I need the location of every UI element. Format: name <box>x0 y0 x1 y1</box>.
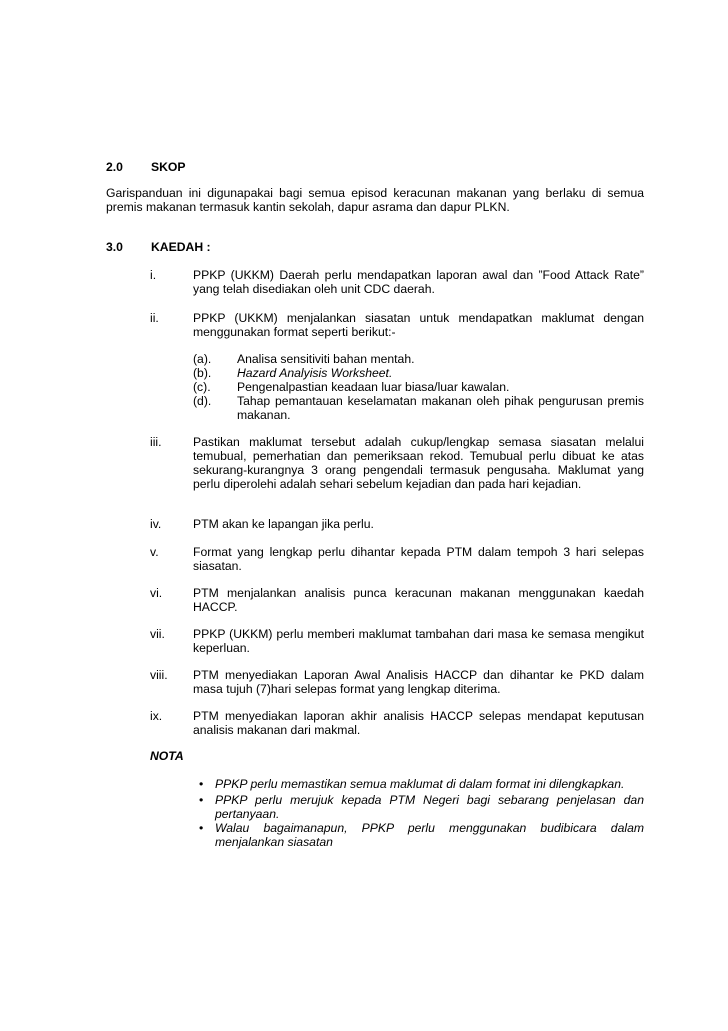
sub-item-text: Pengenalpastian keadaan luar biasa/luar kawalan. <box>237 380 510 394</box>
list-item <box>150 586 644 614</box>
sub-item-text: Hazard Analyisis Worksheet. <box>237 366 393 380</box>
item-text: PPKP (UKKM) perlu memberi maklumat tambahan dari masa ke semasa mengikut keperluan. <box>193 627 644 655</box>
sub-item <box>193 394 644 422</box>
section-title: SKOP <box>151 160 186 174</box>
section-2-paragraph: Garispanduan ini digunapakai bagi semua episod keracunan makanan yang berlaku di semua premis makanan termasuk kantin sekolah, dapur asrama dan dapur PLKN. <box>106 186 644 214</box>
list-item <box>150 545 644 573</box>
section-title: KAEDAH : <box>151 240 211 254</box>
list-item <box>150 435 644 491</box>
roman-numeral: v. <box>150 545 159 559</box>
nota-bullet-item <box>193 821 644 849</box>
list-item <box>150 668 644 696</box>
sub-item-letter: (b). <box>193 366 212 380</box>
item-text: PTM menjalankan analisis punca keracunan makanan menggunakan kaedah HACCP. <box>193 586 644 614</box>
roman-numeral: ix. <box>150 709 163 723</box>
item-text: PTM akan ke lapangan jika perlu. <box>193 517 374 531</box>
nota-bullet-item <box>193 777 644 791</box>
sub-item <box>193 352 644 366</box>
bullet-text: Walau bagaimanapun, PPKP perlu menggunakan budibicara dalam menjalankan siasatan <box>215 821 644 849</box>
sub-item-letter: (c). <box>193 380 211 394</box>
sub-item-text: Analisa sensitiviti bahan mentah. <box>237 352 415 366</box>
bullet-icon: • <box>199 793 204 807</box>
sub-item <box>193 366 644 380</box>
item-text: Pastikan maklumat tersebut adalah cukup/lengkap semasa siasatan melalui temubual, pemerhatian dan pemeriksaan rekod. Temubual perlu dibuat ke atas sekurang-kurangnya 3 orang pengendali termasuk pengusaha. Maklumat yang perlu diperolehi adalah sehari sebelum kejadian dan pada hari kejadian. <box>193 435 644 491</box>
nota-label: NOTA <box>150 749 184 763</box>
sub-item-text: Tahap pemantauan keselamatan makanan oleh pihak pengurusan premis makanan. <box>237 394 644 422</box>
roman-numeral: iii. <box>150 435 162 449</box>
item-text: PTM menyediakan Laporan Awal Analisis HACCP dan dihantar ke PKD dalam masa tujuh (7)hari selepas format yang lengkap diterima. <box>193 668 644 696</box>
roman-numeral: vii. <box>150 627 165 641</box>
nota-bullet-item <box>193 793 644 821</box>
section-3-heading <box>106 240 211 254</box>
list-item <box>150 517 644 531</box>
list-item <box>150 268 644 296</box>
roman-numeral: i. <box>150 268 157 282</box>
item-text: Format yang lengkap perlu dihantar kepada PTM dalam tempoh 3 hari selepas siasatan. <box>193 545 644 573</box>
sub-item <box>193 380 644 394</box>
list-item <box>150 709 644 737</box>
item-text: PPKP (UKKM) Daerah perlu mendapatkan laporan awal dan ”Food Attack Rate” yang telah disediakan oleh unit CDC daerah. <box>193 268 644 296</box>
section-number: 2.0 <box>106 160 123 174</box>
bullet-text: PPKP perlu merujuk kepada PTM Negeri bagi sebarang penjelasan dan pertanyaan. <box>215 793 644 821</box>
roman-numeral: viii. <box>150 668 168 682</box>
sub-item-letter: (d). <box>193 394 212 408</box>
roman-numeral: vi. <box>150 586 163 600</box>
sub-item-letter: (a). <box>193 352 212 366</box>
list-item <box>150 627 644 655</box>
roman-numeral: iv. <box>150 517 162 531</box>
list-item <box>150 311 644 339</box>
section-2-heading <box>106 160 186 174</box>
bullet-icon: • <box>199 821 204 835</box>
roman-numeral: ii. <box>150 311 159 325</box>
item-text: PPKP (UKKM) menjalankan siasatan untuk mendapatkan maklumat dengan menggunakan format seperti berikut:- <box>193 311 644 339</box>
item-text: PTM menyediakan laporan akhir analisis HACCP selepas mendapat keputusan analisis makanan dari makmal. <box>193 709 644 737</box>
section-number: 3.0 <box>106 240 123 254</box>
bullet-text: PPKP perlu memastikan semua maklumat di dalam format ini dilengkapkan. <box>215 777 625 791</box>
bullet-icon: • <box>199 777 204 791</box>
